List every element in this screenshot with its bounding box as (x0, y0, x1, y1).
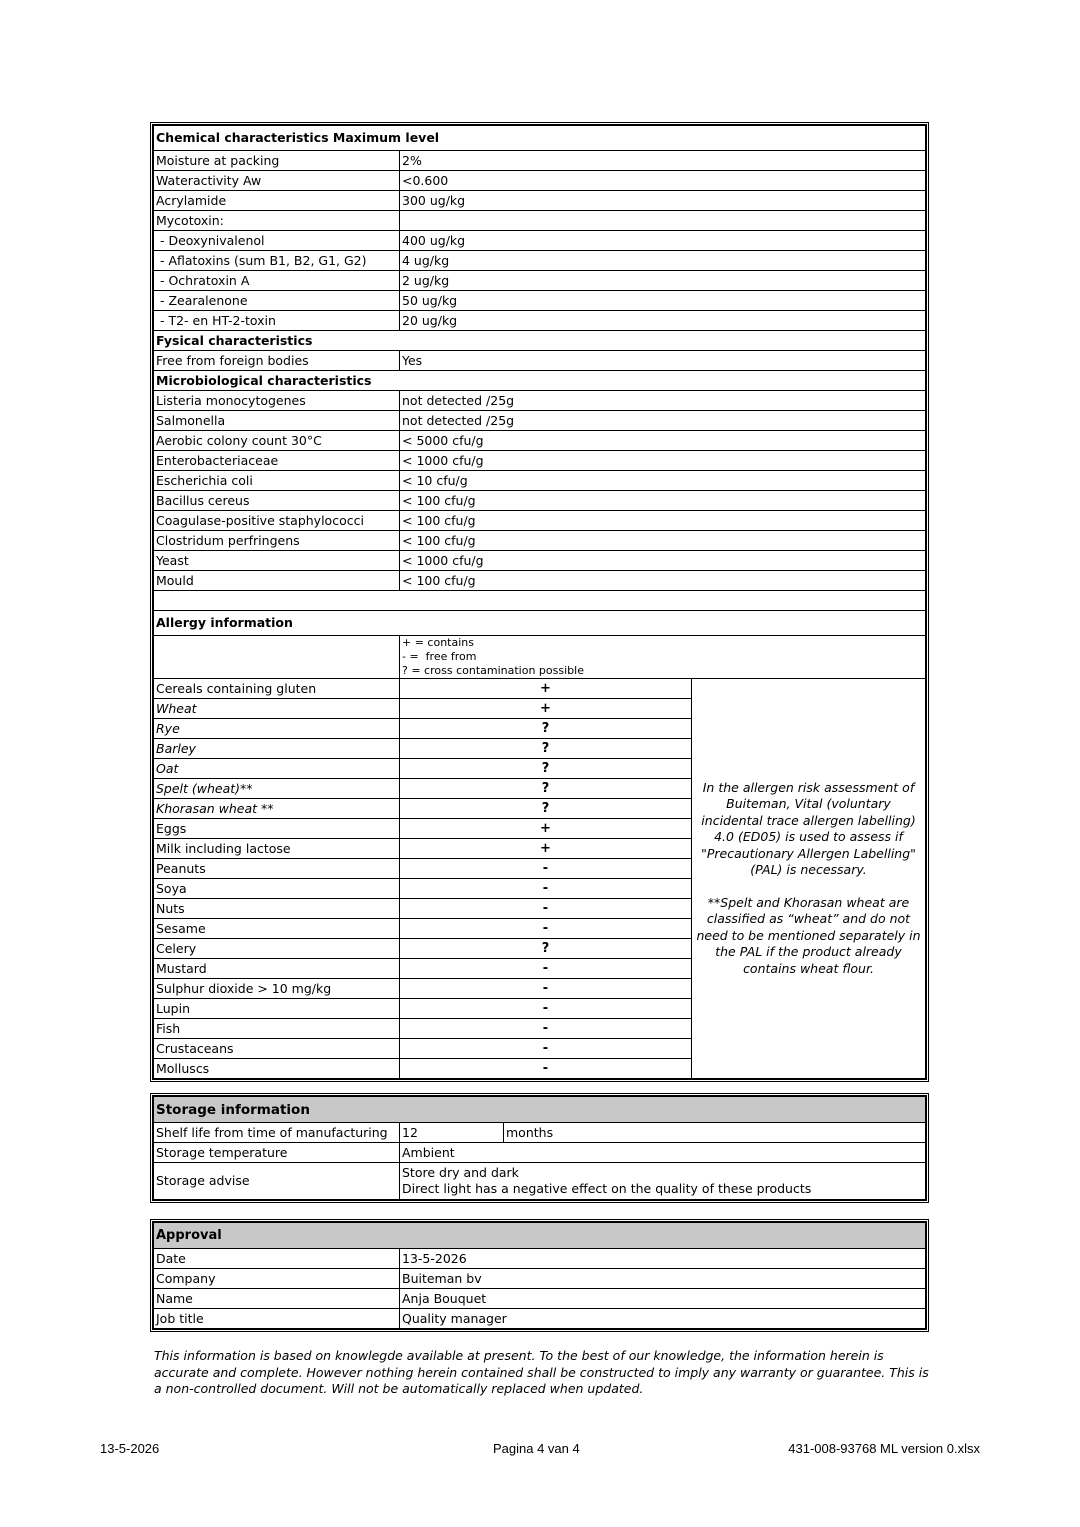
legend-line: + = contains (402, 636, 474, 649)
storage-advise-line1: Store dry and dark (402, 1165, 519, 1180)
micro-label: Enterobacteriaceae (154, 451, 400, 471)
micro-value: not detected /25g (400, 391, 926, 411)
physical-row (154, 351, 926, 371)
legend-line: - = free from (402, 650, 477, 663)
spec-table (153, 125, 926, 1079)
chemical-value: 300 ug/kg (400, 191, 926, 211)
chemical-label: Moisture at packing (154, 151, 400, 171)
micro-label: Aerobic colony count 30°C (154, 431, 400, 451)
allergen-label: Wheat (154, 699, 400, 719)
footer-page: Pagina 4 van 4 (493, 1441, 580, 1456)
approval-value: Quality manager (400, 1309, 926, 1329)
chemical-label: - Ochratoxin A (154, 271, 400, 291)
allergen-status: - (400, 1059, 692, 1079)
allergen-status: ? (400, 779, 692, 799)
allergen-label: Barley (154, 739, 400, 759)
chemical-row (154, 251, 926, 271)
micro-row (154, 451, 926, 471)
approval-row (154, 1289, 926, 1309)
allergen-label: Soya (154, 879, 400, 899)
specification-block (150, 122, 929, 1082)
storage-advise-value (400, 1163, 926, 1200)
storage-temp-label: Storage temperature (154, 1143, 400, 1163)
allergen-label: Molluscs (154, 1059, 400, 1079)
allergen-label: Cereals containing gluten (154, 679, 400, 699)
allergen-label: Fish (154, 1019, 400, 1039)
chemical-label: - T2- en HT-2-toxin (154, 311, 400, 331)
chemical-row (154, 231, 926, 251)
allergen-label: Peanuts (154, 859, 400, 879)
allergen-status: + (400, 679, 692, 699)
shelf-life-value: 12 (400, 1123, 504, 1143)
allergen-status: + (400, 839, 692, 859)
micro-value: not detected /25g (400, 411, 926, 431)
allergen-status: - (400, 999, 692, 1019)
allergen-status: - (400, 1019, 692, 1039)
micro-value: < 100 cfu/g (400, 531, 926, 551)
approval-block (150, 1219, 929, 1332)
allergen-note-spelt: **Spelt and Khorasan wheat are classified as “wheat” and do not need to be mentioned separately in the PAL if the product already contains wheat flour. (696, 894, 921, 976)
micro-row (154, 571, 926, 591)
approval-row (154, 1269, 926, 1289)
allergen-label: Lupin (154, 999, 400, 1019)
chemical-row (154, 271, 926, 291)
chemical-row (154, 191, 926, 211)
micro-label: Listeria monocytogenes (154, 391, 400, 411)
allergen-label: Sulphur dioxide > 10 mg/kg (154, 979, 400, 999)
allergen-note-pal: In the allergen risk assessment of Buiteman, Vital (voluntary incidental trace allergen labelling) 4.0 (ED05) is used to assess if "Precautionary Allergen Labelling" (PAL) is necessary. (701, 779, 916, 878)
disclaimer: This information is based on knowlegde available at present. To the best of our knowledge, the information herein is accurate and complete. However nothing herein contained shall be constructed to imply any warranty or guarantee. This is a non-controlled document. Will not be automatically replaced when updated. (154, 1348, 929, 1396)
micro-label: Clostridum perfringens (154, 531, 400, 551)
allergen-status: ? (400, 759, 692, 779)
approval-row (154, 1309, 926, 1329)
micro-label: Coagulase-positive staphylococci (154, 511, 400, 531)
allergen-status: ? (400, 719, 692, 739)
micro-label: Salmonella (154, 411, 400, 431)
micro-header: Microbiological characteristics (154, 371, 926, 391)
allergen-row (154, 679, 926, 699)
allergen-label: Khorasan wheat ** (154, 799, 400, 819)
micro-row (154, 531, 926, 551)
allergen-label: Nuts (154, 899, 400, 919)
approval-value: Buiteman bv (400, 1269, 926, 1289)
approval-value: 13-5-2026 (400, 1249, 926, 1269)
chemical-row (154, 151, 926, 171)
micro-value: < 10 cfu/g (400, 471, 926, 491)
chemical-value: 20 ug/kg (400, 311, 926, 331)
allergen-status: - (400, 959, 692, 979)
micro-value: < 100 cfu/g (400, 511, 926, 531)
storage-advise-label: Storage advise (154, 1163, 400, 1200)
physical-value: Yes (400, 351, 926, 371)
allergen-note (692, 679, 926, 1079)
chemical-header: Chemical characteristics Maximum level (154, 126, 926, 151)
chemical-label: - Zearalenone (154, 291, 400, 311)
allergen-label: Milk including lactose (154, 839, 400, 859)
allergen-label: Spelt (wheat)** (154, 779, 400, 799)
chemical-value (400, 211, 926, 231)
shelf-life-unit: months (504, 1123, 926, 1143)
allergen-status: ? (400, 939, 692, 959)
allergen-status: - (400, 1039, 692, 1059)
micro-row (154, 471, 926, 491)
allergen-label: Eggs (154, 819, 400, 839)
micro-value: < 1000 cfu/g (400, 551, 926, 571)
chemical-row (154, 291, 926, 311)
approval-label: Date (154, 1249, 400, 1269)
chemical-row (154, 211, 926, 231)
micro-row (154, 431, 926, 451)
allergen-label: Rye (154, 719, 400, 739)
chemical-value: 400 ug/kg (400, 231, 926, 251)
allergen-label: Crustaceans (154, 1039, 400, 1059)
micro-label: Escherichia coli (154, 471, 400, 491)
storage-advise-line2: Direct light has a negative effect on the quality of these products (402, 1181, 812, 1196)
micro-label: Bacillus cereus (154, 491, 400, 511)
footer-date: 13-5-2026 (100, 1441, 160, 1456)
chemical-label: - Aflatoxins (sum B1, B2, G1, G2) (154, 251, 400, 271)
allergen-status: - (400, 859, 692, 879)
allergen-label: Oat (154, 759, 400, 779)
storage-temp-value: Ambient (400, 1143, 926, 1163)
micro-row (154, 411, 926, 431)
chemical-value: 50 ug/kg (400, 291, 926, 311)
storage-block (150, 1093, 929, 1203)
chemical-value: 4 ug/kg (400, 251, 926, 271)
micro-row (154, 511, 926, 531)
shelf-life-label: Shelf life from time of manufacturing (154, 1123, 400, 1143)
allergen-status: ? (400, 739, 692, 759)
chemical-value: 2% (400, 151, 926, 171)
approval-row (154, 1249, 926, 1269)
approval-header: Approval (154, 1223, 926, 1249)
allergy-header: Allergy information (154, 611, 926, 636)
micro-value: < 1000 cfu/g (400, 451, 926, 471)
micro-value: < 100 cfu/g (400, 491, 926, 511)
storage-header: Storage information (154, 1097, 926, 1123)
micro-label: Yeast (154, 551, 400, 571)
footer-file: 431-008-93768 ML version 0.xlsx (788, 1441, 980, 1456)
chemical-row (154, 311, 926, 331)
approval-value: Anja Bouquet (400, 1289, 926, 1309)
allergen-status: + (400, 819, 692, 839)
micro-row (154, 551, 926, 571)
chemical-label: - Deoxynivalenol (154, 231, 400, 251)
allergy-legend-blank (154, 636, 400, 679)
approval-label: Company (154, 1269, 400, 1289)
allergen-status: ? (400, 799, 692, 819)
allergen-status: - (400, 979, 692, 999)
chemical-label: Wateractivity Aw (154, 171, 400, 191)
approval-table (153, 1222, 926, 1329)
chemical-label: Mycotoxin: (154, 211, 400, 231)
allergy-legend-row (154, 636, 926, 679)
physical-label: Free from foreign bodies (154, 351, 400, 371)
physical-header: Fysical characteristics (154, 331, 926, 351)
allergen-status: + (400, 699, 692, 719)
allergen-label: Mustard (154, 959, 400, 979)
chemical-label: Acrylamide (154, 191, 400, 211)
allergy-legend (400, 636, 926, 679)
chemical-value: 2 ug/kg (400, 271, 926, 291)
storage-table (153, 1096, 926, 1200)
spacer-cell (154, 591, 926, 611)
micro-value: < 100 cfu/g (400, 571, 926, 591)
chemical-value: <0.600 (400, 171, 926, 191)
allergen-label: Celery (154, 939, 400, 959)
micro-value: < 5000 cfu/g (400, 431, 926, 451)
micro-label: Mould (154, 571, 400, 591)
allergen-status: - (400, 919, 692, 939)
allergen-label: Sesame (154, 919, 400, 939)
micro-row (154, 491, 926, 511)
chemical-row (154, 171, 926, 191)
allergen-status: - (400, 899, 692, 919)
legend-line: ? = cross contamination possible (402, 664, 584, 677)
spacer-row (154, 591, 926, 611)
approval-label: Name (154, 1289, 400, 1309)
approval-label: Job title (154, 1309, 400, 1329)
allergen-status: - (400, 879, 692, 899)
micro-row (154, 391, 926, 411)
note-gap (695, 879, 922, 895)
